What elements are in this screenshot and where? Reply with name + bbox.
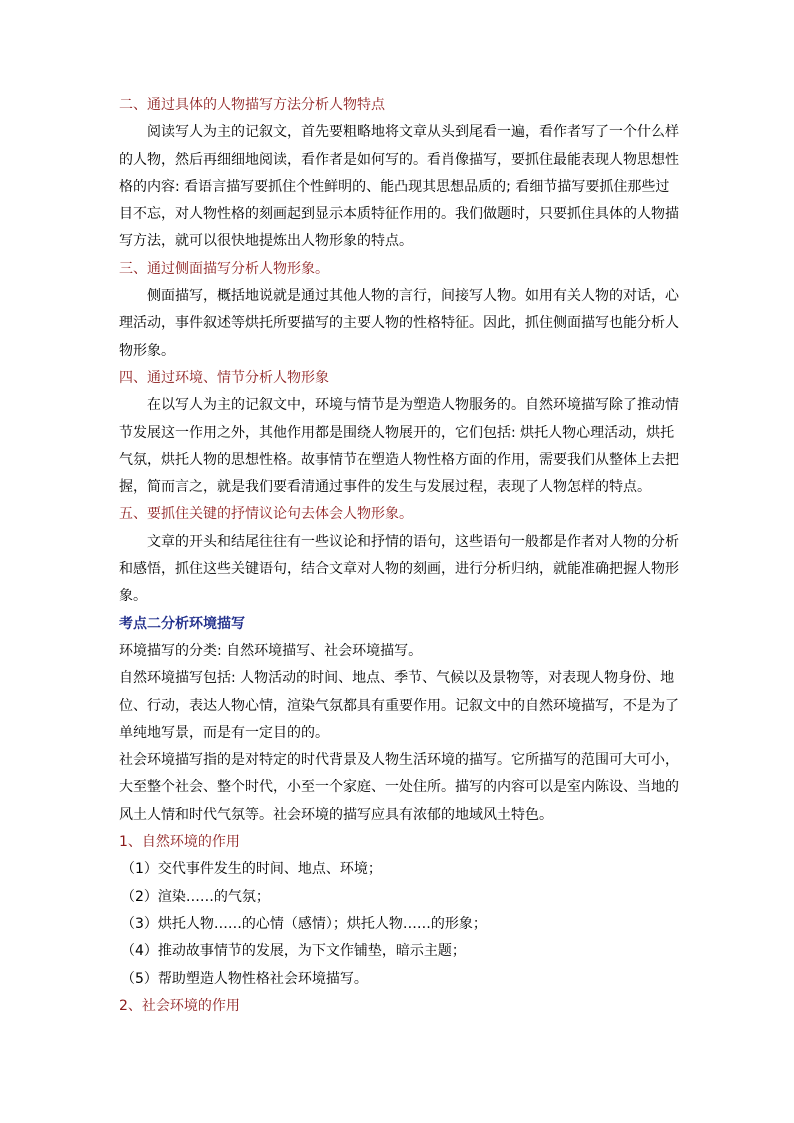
paragraph-line: 阅读写人为主的记叙文，首先要粗略地将文章从头到尾看一遍，看作者写了一个什么样 <box>147 124 679 141</box>
paragraph-line: 物形象。 <box>119 342 175 359</box>
paragraph-line: 目不忘，对人物性格的刻画起到显示本质特征作用的。我们做题时，只要抓住具体的人物描 <box>119 206 679 223</box>
paragraph-line: 风土人情和时代气氛等。社会环境的描写应具有浓郁的地域风土特色。 <box>119 806 553 823</box>
paragraph-line: 握，简而言之，就是我们要看清通过事件的发生与发展过程，表现了人物怎样的特点。 <box>119 479 651 496</box>
list-item: （5）帮助塑造人物性格社会环境描写。 <box>121 970 368 987</box>
paragraph-line: 位、行动，表达人物心情，渲染气氛都具有重要作用。记叙文中的自然环境描写，不是为了 <box>119 697 679 714</box>
list-item: （2）渲染……的气氛； <box>121 888 270 905</box>
paragraph-line: 大至整个社会、整个时代，小至一个家庭、一处住所。描写的内容可以是室内陈设、当地的 <box>119 779 679 796</box>
list-item: （1）交代事件发生的时间、地点、环境； <box>121 861 382 878</box>
paragraph-line: 侧面描写，概括地说就是通过其他人物的言行，间接写人物。如用有关人物的对话，心 <box>147 288 679 305</box>
paragraph-line: 环境描写的分类: 自然环境描写、社会环境描写。 <box>119 642 423 659</box>
paragraph-line: 自然环境描写包括: 人物活动的时间、地点、季节、气候以及景物等，对表现人物身份、地 <box>119 670 675 687</box>
paragraph-line: 在以写人为主的记叙文中，环境与情节是为塑造人物服务的。自然环境描写除了推动情 <box>147 397 679 414</box>
subsection-heading-1: 1、自然环境的作用 <box>119 834 240 851</box>
topic-heading: 考点二分析环境描写 <box>119 615 245 632</box>
paragraph-line: 节发展这一作用之外，其他作用都是围绕人物展开的，它们包括: 烘托人物心理活动，烘托 <box>119 424 675 441</box>
subsection-heading-2: 2、社会环境的作用 <box>119 997 240 1014</box>
section-heading-5: 五、要抓住关键的抒情议论句去体会人物形象。 <box>119 506 413 523</box>
section-heading-2: 二、通过具体的人物描写方法分析人物特点 <box>119 97 385 113</box>
section-heading-4: 四、通过环境、情节分析人物形象 <box>119 369 329 386</box>
paragraph-line: 象。 <box>119 588 147 605</box>
paragraph-line: 气氛，烘托人物的思想性格。故事情节在塑造人物性格方面的作用，需要我们从整体上去把 <box>119 451 679 468</box>
paragraph-line: 社会环境描写指的是对特定的时代背景及人物生活环境的描写。它所描写的范围可大可小， <box>119 752 679 769</box>
document-page <box>119 92 679 1020</box>
list-item: （3）烘托人物……的心情（感情）；烘托人物……的形象； <box>121 915 487 932</box>
section-heading-3: 三、通过侧面描写分析人物形象。 <box>119 260 329 277</box>
paragraph-line: 文章的开头和结尾往往有一些议论和抒情的语句，这些语句一般都是作者对人物的分析 <box>147 533 679 550</box>
paragraph-line: 的人物，然后再细细地阅读，看作者是如何写的。看肖像描写，要抓住最能表现人物思想性 <box>119 151 679 168</box>
paragraph-line: 理活动，事件叙述等烘托所要描写的主要人物的性格特征。因此，抓住侧面描写也能分析人 <box>119 315 679 332</box>
paragraph-line: 和感悟，抓住这些关键语句，结合文章对人物的刻画，进行分析归纳，就能准确把握人物形 <box>119 561 679 578</box>
list-item: （4）推动故事情节的发展，为下文作铺垫，暗示主题； <box>121 943 466 960</box>
paragraph-line: 写方法，就可以很快地提炼出人物形象的特点。 <box>119 233 413 250</box>
paragraph-line: 格的内容: 看语言描写要抓住个性鲜明的、能凸现其思想品质的; 看细节描写要抓住那些过 <box>119 178 670 195</box>
paragraph-line: 单纯地写景，而是有一定目的的。 <box>119 724 329 741</box>
